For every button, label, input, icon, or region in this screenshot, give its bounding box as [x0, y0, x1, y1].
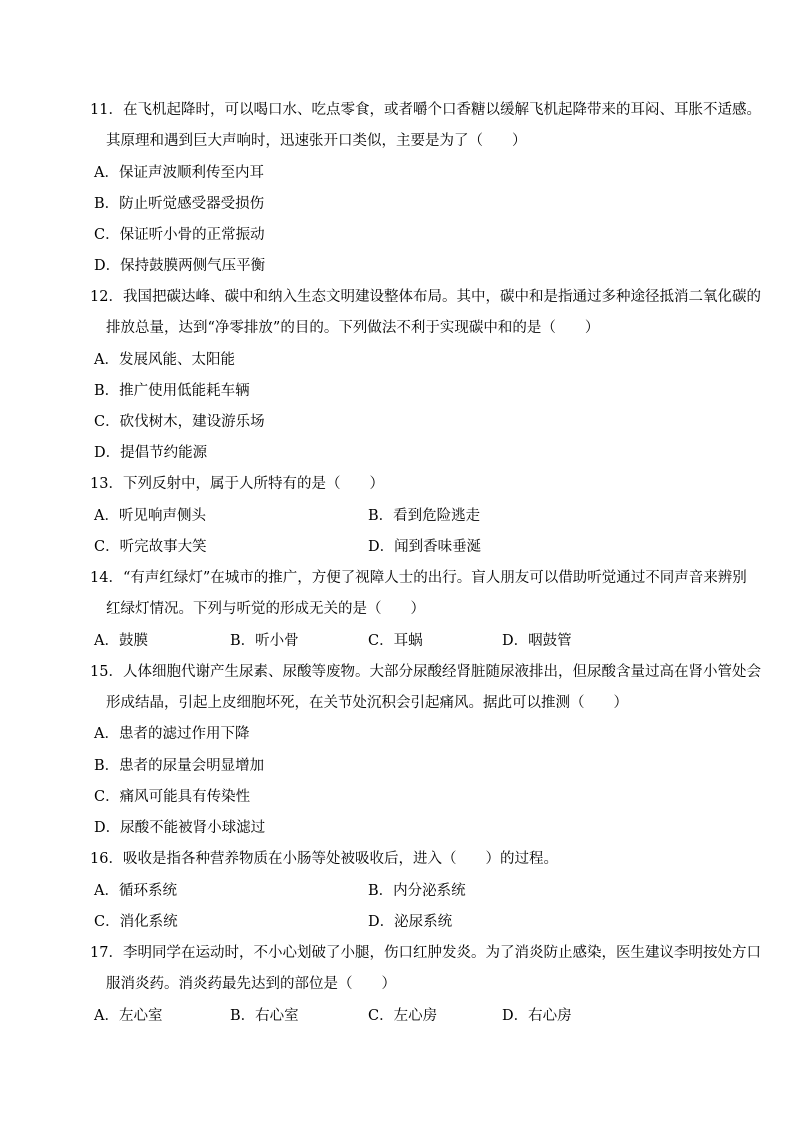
question-17-option-d: D．右心房 — [502, 1008, 572, 1024]
question-13-option-a: A．听见响声侧头 — [94, 508, 206, 524]
question-14-line-2: 红绿灯情况。下列与听觉的形成无关的是（ ） — [106, 601, 425, 617]
question-14-option-b: B．听小骨 — [230, 633, 299, 649]
question-17-line-1: 17．李明同学在运动时，不小心划破了小腿，伤口红肿发炎。为了消炎防止感染，医生建议李明按处方口 — [90, 945, 761, 961]
question-14-option-c: C．耳蜗 — [368, 633, 423, 649]
question-14-line-1: 14．“有声红绿灯”在城市的推广，方便了视障人士的出行。盲人朋友可以借助听觉通过不同声音来辨别 — [90, 570, 747, 586]
question-15-option-c: C．痛风可能具有传染性 — [94, 789, 251, 805]
question-14-option-d: D．咽鼓管 — [502, 633, 572, 649]
question-16-line-1: 16．吸收是指各种营养物质在小肠等处被吸收后，进入（ ）的过程。 — [90, 851, 558, 867]
question-17-option-c: C．左心房 — [368, 1008, 438, 1024]
question-14-option-a: A．鼓膜 — [94, 633, 148, 649]
question-15-option-b: B．患者的尿量会明显增加 — [94, 758, 265, 774]
question-11-option-d: D．保持鼓膜两侧气压平衡 — [94, 258, 266, 274]
question-12-option-a: A．发展风能、太阳能 — [94, 352, 235, 368]
question-12-option-c: C．砍伐树木，建设游乐场 — [94, 414, 265, 430]
question-17-line-2: 服消炎药。消炎药最先达到的部位是（ ） — [106, 976, 396, 992]
question-16-option-a: A．循环系统 — [94, 883, 177, 899]
question-12-option-b: B．推广使用低能耗车辆 — [94, 383, 250, 399]
question-15-line-2: 形成结晶，引起上皮细胞坏死，在关节处沉积会引起痛风。据此可以推测（ ） — [106, 695, 628, 711]
question-13-option-c: C．听完故事大笑 — [94, 539, 207, 555]
question-17-option-b: B．右心室 — [230, 1008, 299, 1024]
question-11-option-c: C．保证听小骨的正常振动 — [94, 227, 265, 243]
question-11-line-2: 其原理和遇到巨大声响时，迅速张开口类似，主要是为了（ ） — [106, 133, 527, 149]
question-16-option-d: D．泌尿系统 — [368, 914, 453, 930]
question-16-option-c: C．消化系统 — [94, 914, 178, 930]
question-16-option-b: B．内分泌系统 — [368, 883, 466, 899]
question-17-option-a: A．左心室 — [94, 1008, 163, 1024]
question-13-line-1: 13．下列反射中，属于人所特有的是（ ） — [90, 476, 384, 492]
question-12-option-d: D．提倡节约能源 — [94, 445, 208, 461]
question-15-option-a: A．患者的滤过作用下降 — [94, 726, 250, 742]
question-11-option-b: B．防止听觉感受器受损伤 — [94, 196, 265, 212]
question-13-option-b: B．看到危险逃走 — [368, 508, 481, 524]
question-15-option-d: D．尿酸不能被肾小球滤过 — [94, 820, 266, 836]
question-15-line-1: 15．人体细胞代谢产生尿素、尿酸等废物。大部分尿酸经肾脏随尿液排出，但尿酸含量过高在肾小管处会 — [90, 664, 761, 680]
question-12-line-2: 排放总量，达到“净零排放”的目的。下列做法不利于实现碳中和的是（ ） — [106, 320, 600, 336]
question-13-option-d: D．闻到香味垂涎 — [368, 539, 482, 555]
question-11-line-1: 11．在飞机起降时，可以喝口水、吃点零食，或者嚼个口香糖以缓解飞机起降带来的耳闷、耳胀不适感。 — [90, 102, 761, 118]
question-12-line-1: 12．我国把碳达峰、碳中和纳入生态文明建设整体布局。其中，碳中和是指通过多种途径抵消二氧化碳的 — [90, 289, 761, 305]
question-11-option-a: A．保证声波顺利传至内耳 — [94, 165, 264, 181]
